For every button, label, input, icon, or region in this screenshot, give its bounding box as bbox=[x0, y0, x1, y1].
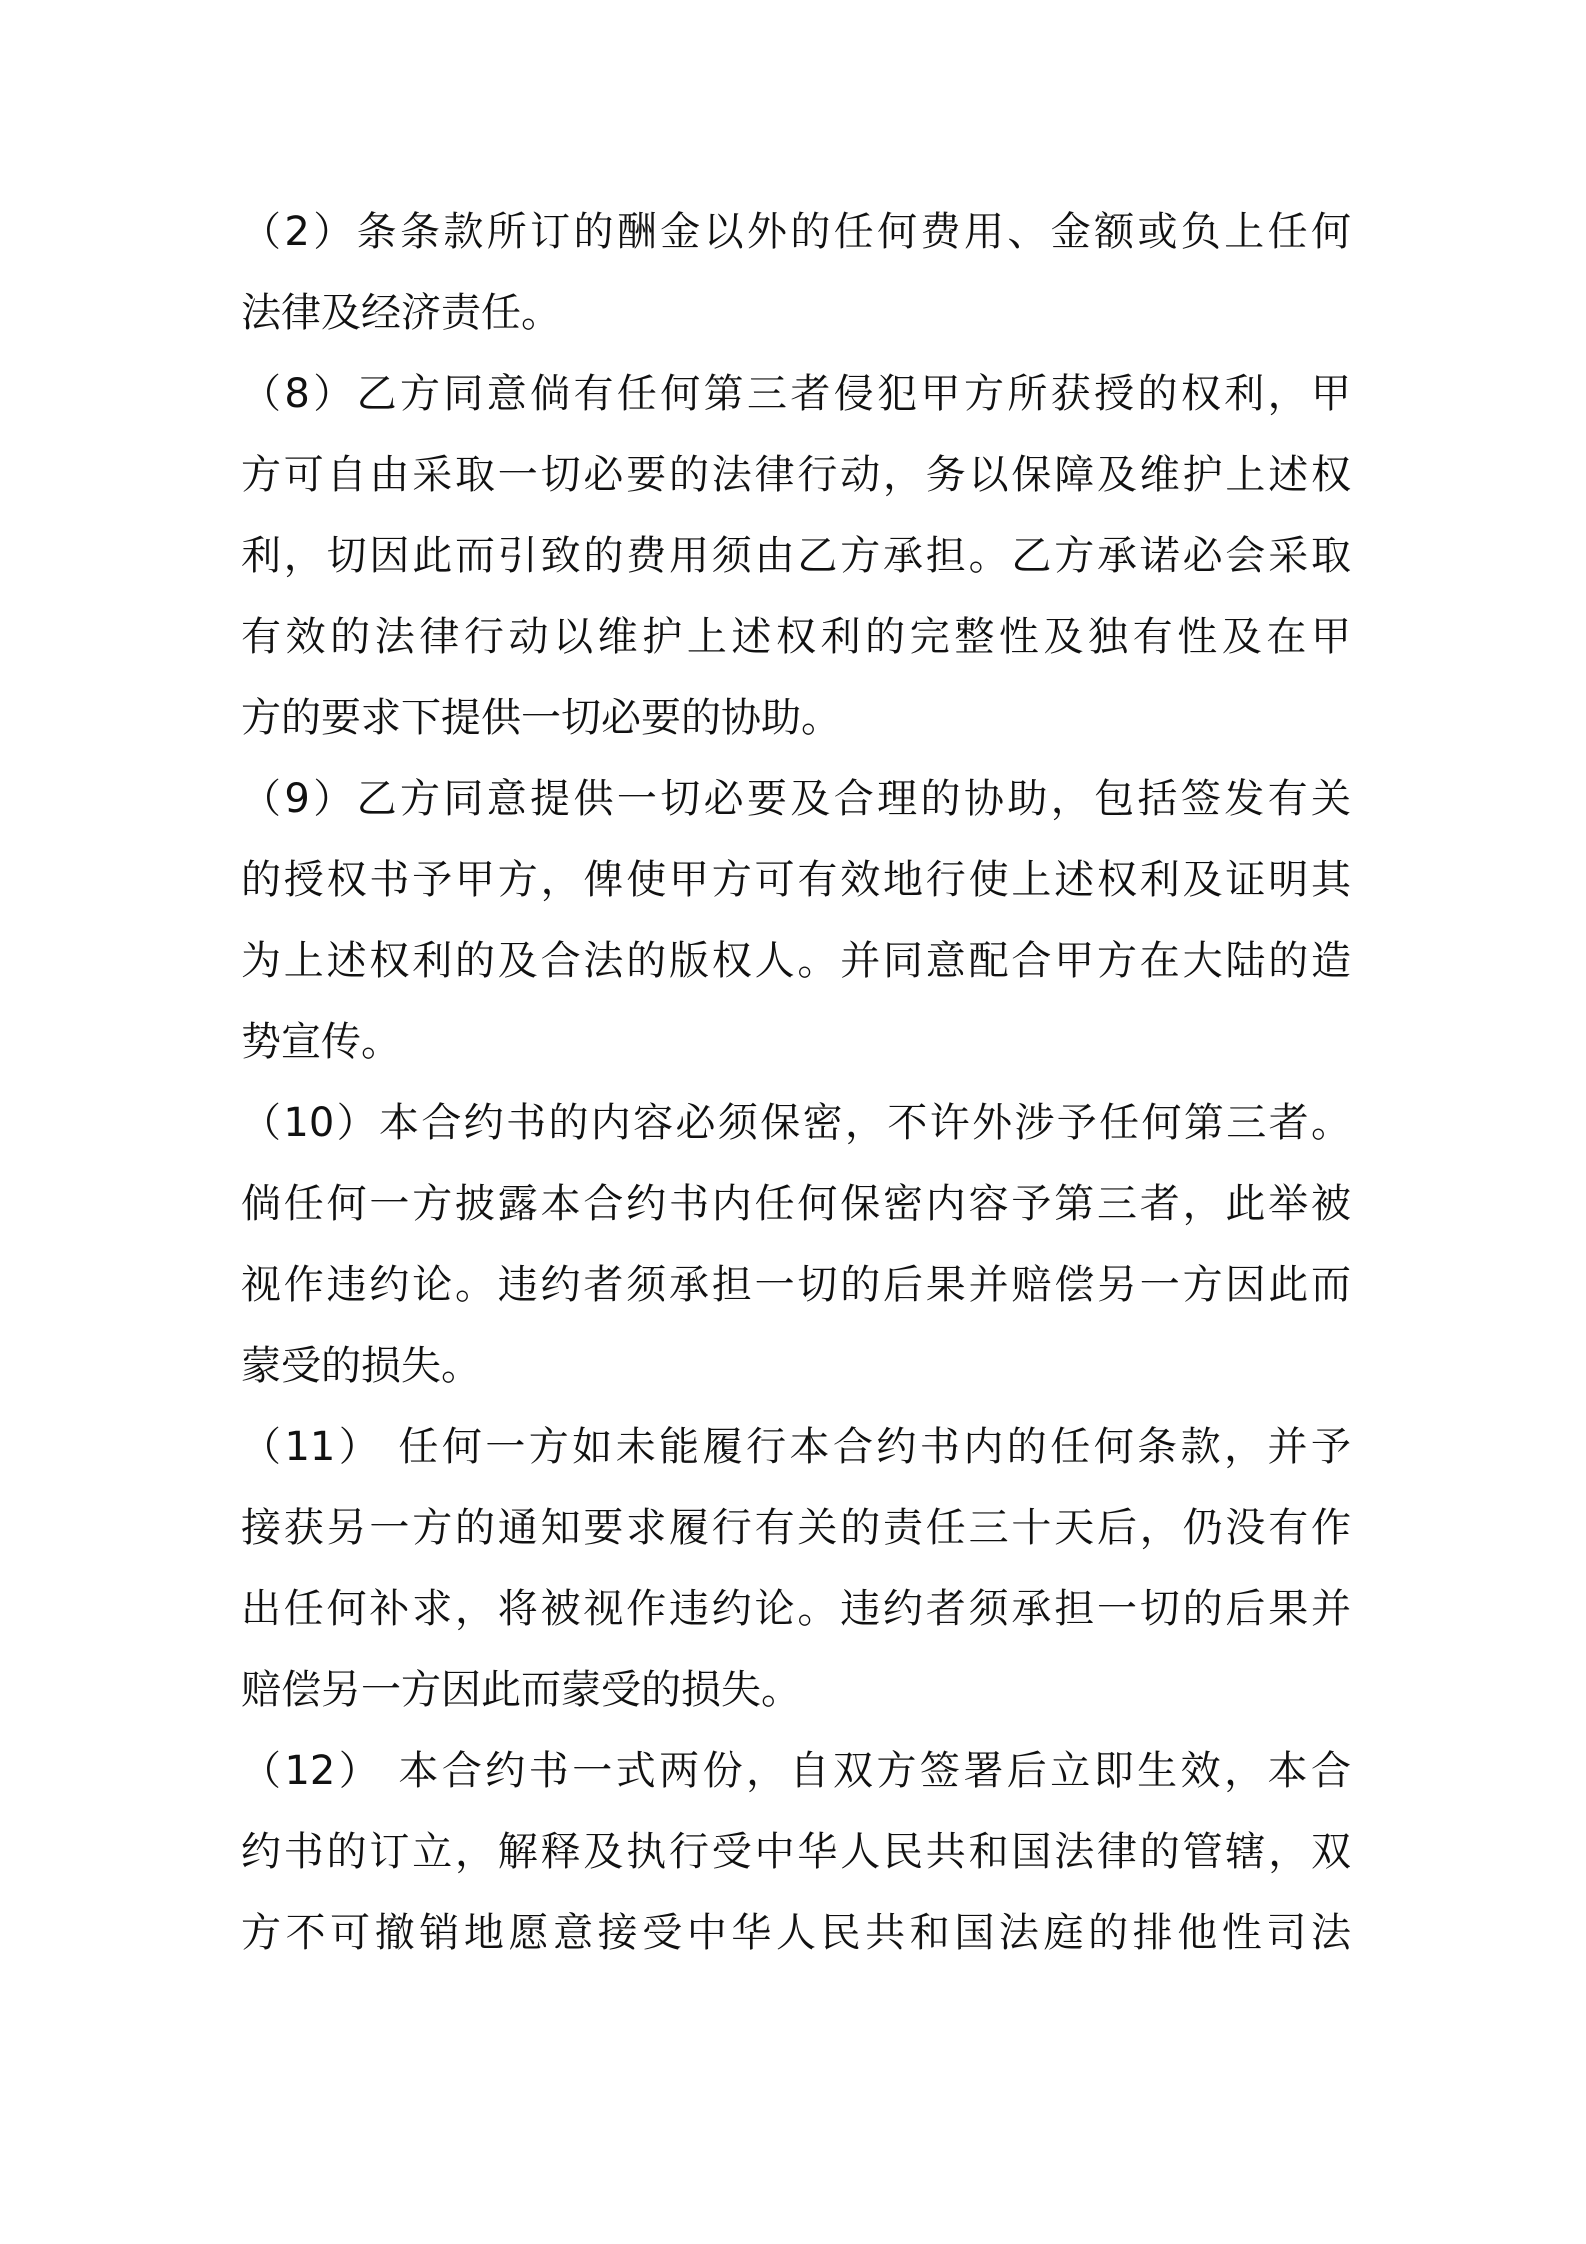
clause-12-paragraph bbox=[241, 1731, 1351, 1974]
clause-11-paragraph bbox=[241, 1407, 1351, 1731]
text-line: 为上述权利的及合法的版权人。并同意配合甲方在大陆的造 bbox=[241, 938, 1351, 984]
contract-body bbox=[241, 192, 1351, 1974]
clause-2-paragraph bbox=[241, 192, 1351, 354]
text-line: 有效的法律行动以维护上述权利的完整性及独有性及在甲 bbox=[241, 614, 1351, 660]
text-line: （10）本合约书的内容必须保密，不许外涉予任何第三者。 bbox=[241, 1100, 1351, 1146]
clause-9-paragraph bbox=[241, 759, 1351, 1083]
text-line: （11） 任何一方如未能履行本合约书内的任何条款，并予 bbox=[241, 1424, 1351, 1470]
text-line: 方的要求下提供一切必要的协助。 bbox=[241, 695, 841, 741]
text-line: 倘任何一方披露本合约书内任何保密内容予第三者，此举被 bbox=[241, 1181, 1351, 1227]
text-line: 出任何补求，将被视作违约论。违约者须承担一切的后果并 bbox=[241, 1586, 1351, 1632]
text-line: 方可自由采取一切必要的法律行动，务以保障及维护上述权 bbox=[241, 452, 1351, 498]
text-line: （12） 本合约书一式两份，自双方签署后立即生效，本合 bbox=[241, 1748, 1351, 1794]
text-line: （8）乙方同意倘有任何第三者侵犯甲方所获授的权利，甲 bbox=[241, 371, 1351, 417]
text-line: 蒙受的损失。 bbox=[241, 1343, 481, 1389]
text-line: （2）条条款所订的酬金以外的任何费用、金额或负上任何 bbox=[241, 209, 1351, 255]
text-line: 视作违约论。违约者须承担一切的后果并赔偿另一方因此而 bbox=[241, 1262, 1351, 1308]
text-line: 利，切因此而引致的费用须由乙方承担。乙方承诺必会采取 bbox=[241, 533, 1351, 579]
clause-8-paragraph bbox=[241, 354, 1351, 759]
text-line: 势宣传。 bbox=[241, 1019, 401, 1065]
clause-10-paragraph bbox=[241, 1083, 1351, 1407]
text-line: 的授权书予甲方，俾使甲方可有效地行使上述权利及证明其 bbox=[241, 857, 1351, 903]
text-line: 约书的订立，解释及执行受中华人民共和国法律的管辖，双 bbox=[241, 1829, 1351, 1875]
text-line: 方不可撤销地愿意接受中华人民共和国法庭的排他性司法 bbox=[241, 1910, 1351, 1956]
text-line: 赔偿另一方因此而蒙受的损失。 bbox=[241, 1667, 801, 1713]
text-line: 接获另一方的通知要求履行有关的责任三十天后，仍没有作 bbox=[241, 1505, 1351, 1551]
text-line: （9）乙方同意提供一切必要及合理的协助，包括签发有关 bbox=[241, 776, 1351, 822]
text-line: 法律及经济责任。 bbox=[241, 290, 561, 336]
